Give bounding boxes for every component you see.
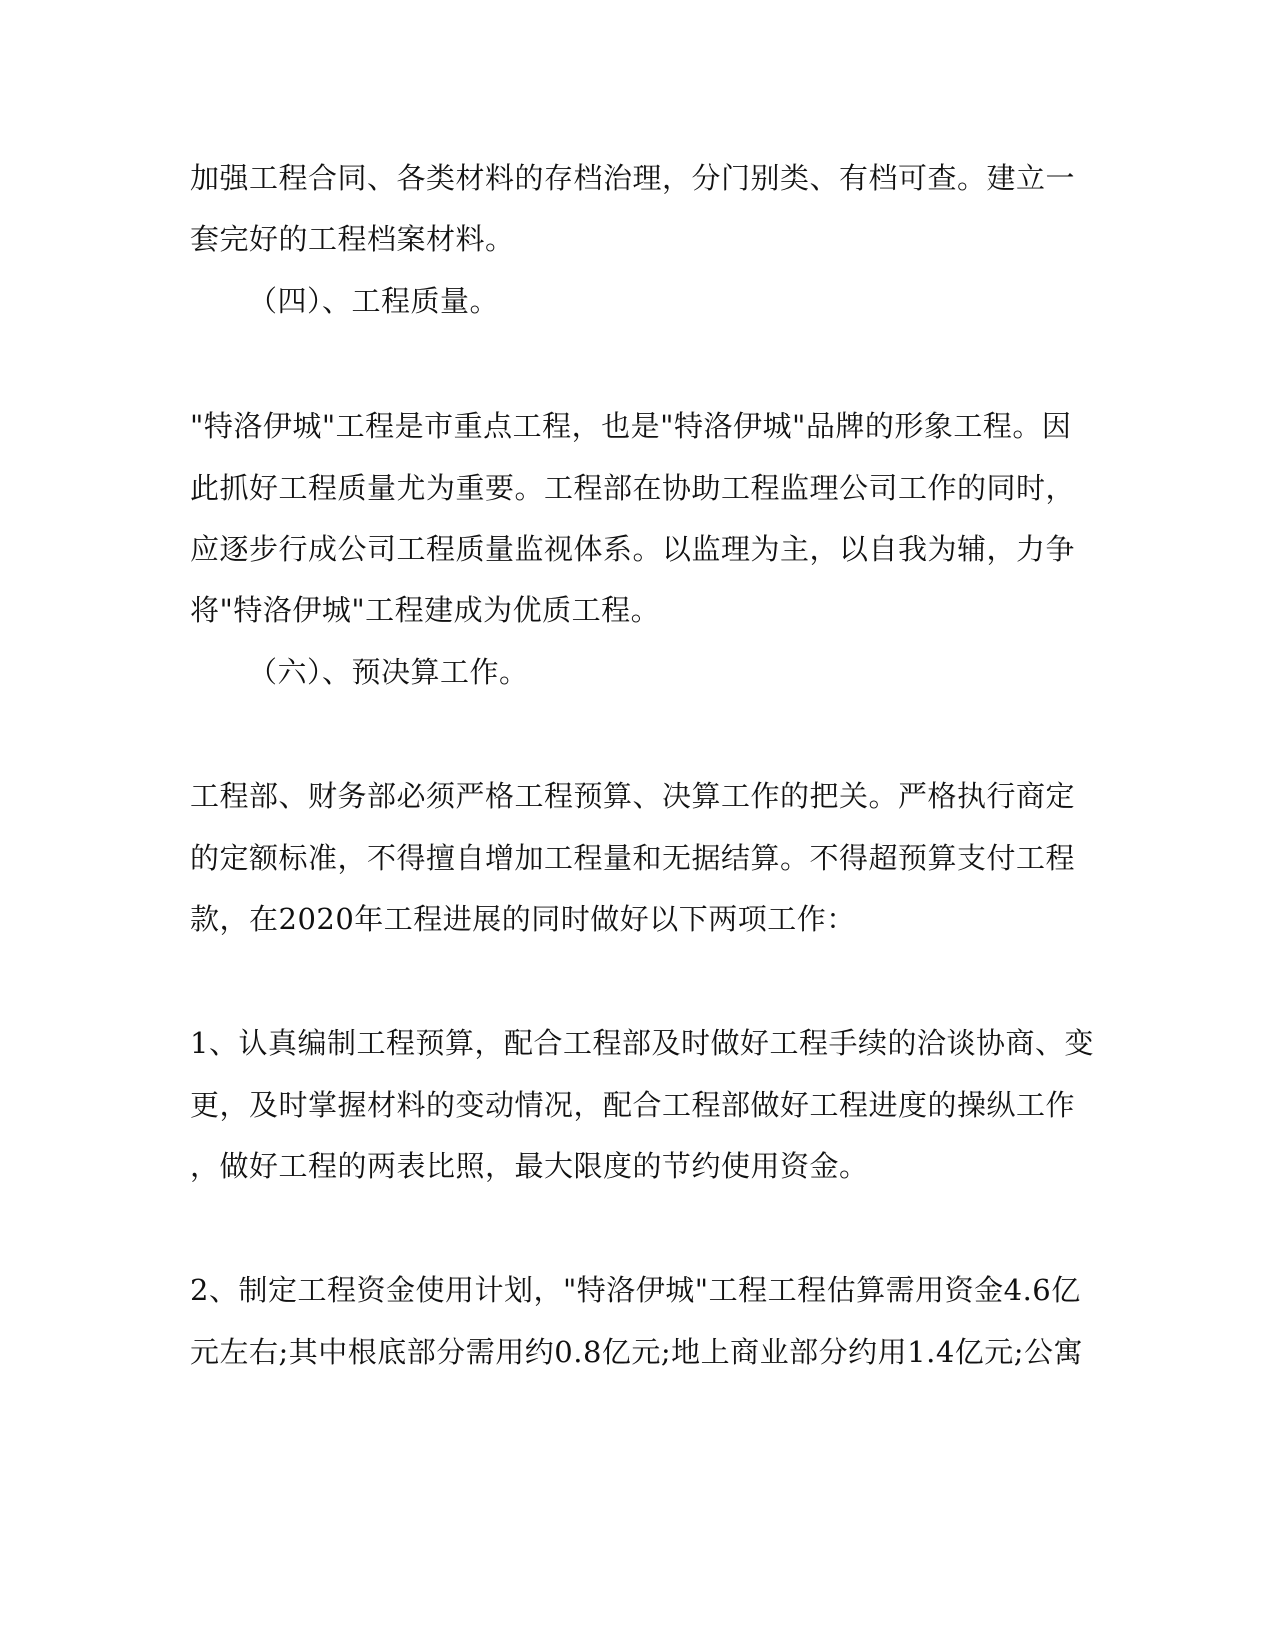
paragraph-line: 的定额标准，不得擅自增加工程量和无据结算。不得超预算支付工程 bbox=[190, 841, 1076, 875]
list-item-line: 元左右;其中根底部分需用约0.8亿元;地上商业部分约用1.4亿元;公寓 bbox=[190, 1335, 1084, 1369]
paragraph-line: 应逐步行成公司工程质量监视体系。以监理为主，以自我为辅，力争 bbox=[190, 532, 1076, 566]
list-item-line: ，做好工程的两表比照，最大限度的节约使用资金。 bbox=[190, 1149, 869, 1183]
list-item-line: 2、制定工程资金使用计划，"特洛伊城"工程工程估算需用资金4.6亿 bbox=[190, 1273, 1081, 1307]
section-heading: （六）、预决算工作。 bbox=[248, 655, 529, 689]
paragraph-line: 工程部、财务部必须严格工程预算、决算工作的把关。严格执行商定 bbox=[190, 779, 1076, 813]
paragraph-line: "特洛伊城"工程是市重点工程，也是"特洛伊城"品牌的形象工程。因 bbox=[190, 409, 1072, 443]
paragraph-line: 此抓好工程质量尤为重要。工程部在协助工程监理公司工作的同时， bbox=[190, 471, 1076, 505]
paragraph-line: 加强工程合同、各类材料的存档治理，分门别类、有档可查。建立一 bbox=[190, 161, 1076, 195]
list-item-line: 更，及时掌握材料的变动情况，配合工程部做好工程进度的操纵工作 bbox=[190, 1088, 1076, 1122]
section-heading: （四）、工程质量。 bbox=[248, 284, 500, 318]
paragraph-line: 套完好的工程档案材料。 bbox=[190, 222, 515, 256]
paragraph-line: 款，在2020年工程进展的同时做好以下两项工作： bbox=[190, 902, 856, 936]
list-item-line: 1、认真编制工程预算，配合工程部及时做好工程手续的洽谈协商、变 bbox=[190, 1026, 1094, 1060]
paragraph-line: 将"特洛伊城"工程建成为优质工程。 bbox=[190, 593, 661, 627]
